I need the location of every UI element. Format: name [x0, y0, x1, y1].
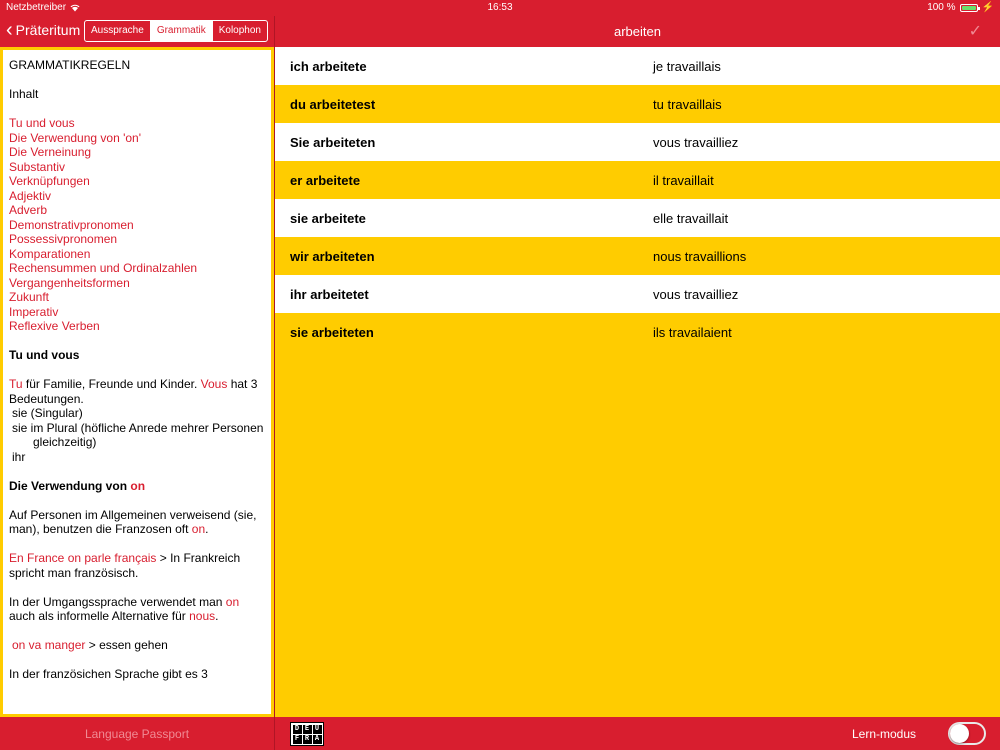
- table-row[interactable]: [275, 47, 1000, 85]
- german-form: er arbeitete: [290, 172, 361, 188]
- term-tu: Tu: [9, 377, 23, 391]
- table-of-contents: [9, 116, 265, 334]
- segment-aussprache[interactable]: Aussprache: [85, 21, 151, 41]
- french-form: elle travaillait: [653, 210, 729, 226]
- deu-fra-logo-icon: D E U F R A: [290, 722, 324, 746]
- toc-link[interactable]: Possessivpronomen: [9, 232, 118, 246]
- contents-label: Inhalt: [9, 87, 39, 101]
- back-button-label: Präteritum: [15, 22, 81, 38]
- table-row[interactable]: [275, 275, 1000, 313]
- toc-link[interactable]: Imperativ: [9, 304, 59, 319]
- toc-link[interactable]: Die Verwendung von 'on': [9, 130, 142, 145]
- grammar-text-view[interactable]: [3, 50, 271, 714]
- bottom-bar-right: [275, 717, 1000, 750]
- german-form: sie arbeitete: [290, 210, 366, 226]
- left-nav-bar: [0, 16, 274, 47]
- battery-percent: 100 %: [927, 2, 956, 13]
- paragraph: In der französichen Sprache gibt es 3: [9, 667, 208, 681]
- list-item-continued: gleichzeitig): [33, 435, 97, 449]
- german-form: ich arbeitete: [290, 58, 367, 74]
- table-row[interactable]: [275, 313, 1000, 351]
- language-passport-button[interactable]: Language Passport: [84, 727, 190, 741]
- checkmark-icon[interactable]: ✓: [968, 23, 982, 40]
- term-vous: Vous: [200, 377, 228, 391]
- french-form: je travaillais: [653, 58, 721, 74]
- french-form: ils travailaient: [653, 324, 732, 340]
- section-title-tu-vous: Tu und vous: [9, 348, 80, 362]
- toc-link[interactable]: Vergangenheitsformen: [9, 275, 130, 290]
- german-form: ihr arbeitetet: [290, 286, 369, 302]
- paragraph: Auf Personen im Allgemeinen verweisend (sie, man), benutzen die Franzosen oft on.: [9, 507, 257, 536]
- toc-link[interactable]: Demonstrativpronomen: [9, 217, 134, 232]
- segment-kolophon[interactable]: Kolophon: [218, 25, 261, 36]
- toc-link[interactable]: Adjektiv: [9, 188, 52, 203]
- learn-mode-toggle[interactable]: [948, 722, 986, 745]
- toc-link[interactable]: Rechensummen und Ordinalzahlen: [9, 261, 198, 275]
- list-item: ihr: [12, 449, 26, 464]
- learn-mode-label: Lern-modus: [851, 727, 916, 741]
- toc-link[interactable]: Tu und vous: [9, 116, 75, 130]
- french-form: nous travaillions: [653, 248, 747, 264]
- table-row[interactable]: [275, 85, 1000, 123]
- grammar-panel: [0, 47, 274, 717]
- table-row[interactable]: [275, 199, 1000, 237]
- battery-info: [927, 2, 994, 13]
- table-row[interactable]: [275, 161, 1000, 199]
- toc-link[interactable]: Zukunft: [9, 290, 50, 304]
- chevron-left-icon: ‹: [6, 19, 13, 41]
- toc-link[interactable]: Die Verneinung: [9, 145, 92, 159]
- status-bar: [0, 0, 1000, 16]
- toc-link[interactable]: Verknüpfungen: [9, 174, 90, 188]
- german-form: Sie arbeiteten: [290, 134, 376, 150]
- body-text: für Familie, Freunde und Kinder.: [22, 377, 201, 391]
- table-row[interactable]: [275, 237, 1000, 275]
- toc-link[interactable]: Substantiv: [9, 159, 66, 174]
- body-text: hat 3 Bedeutungen.: [9, 377, 258, 406]
- section-tu-vous-body: [9, 377, 265, 464]
- german-form: wir arbeiteten: [290, 248, 375, 264]
- carrier-name: Netzbetreiber: [6, 2, 67, 13]
- toggle-knob: [950, 724, 969, 743]
- paragraph: In der Umgangssprache verwendet man on auch als informelle Alternative für nous.: [9, 594, 240, 623]
- segment-grammatik[interactable]: Grammatik: [151, 21, 213, 41]
- right-nav-bar: [275, 16, 1000, 47]
- verb-title: arbeiten: [614, 24, 661, 39]
- back-button[interactable]: [6, 21, 80, 39]
- german-form: sie arbeiteten: [290, 324, 374, 340]
- charging-icon: ⚡: [981, 2, 994, 13]
- segmented-control: [84, 20, 268, 42]
- list-item: sie im Plural (höfliche Anrede mehrer Personen: [12, 420, 264, 435]
- toc-link[interactable]: Komparationen: [9, 246, 91, 261]
- toc-link[interactable]: Adverb: [9, 203, 48, 217]
- french-form: il travaillait: [653, 172, 714, 188]
- example: En France on parle français > In Frankreich spricht man französisch.: [9, 551, 241, 580]
- toc-link[interactable]: Reflexive Verben: [9, 319, 100, 333]
- table-row[interactable]: [275, 123, 1000, 161]
- french-form: tu travaillais: [653, 96, 722, 112]
- conjugation-table: [275, 47, 1000, 717]
- battery-icon: [960, 4, 978, 12]
- clock: 16:53: [487, 2, 513, 13]
- bottom-bar-left: [0, 717, 274, 750]
- grammar-heading: GRAMMATIKREGELN: [9, 58, 131, 72]
- section-title-on: Die Verwendung von on: [9, 478, 146, 493]
- list-item: sie (Singular): [12, 406, 83, 420]
- french-form: vous travailliez: [653, 286, 739, 302]
- example: on va manger > essen gehen: [12, 638, 168, 652]
- french-form: vous travailliez: [653, 134, 739, 150]
- german-form: du arbeitetest: [290, 96, 376, 112]
